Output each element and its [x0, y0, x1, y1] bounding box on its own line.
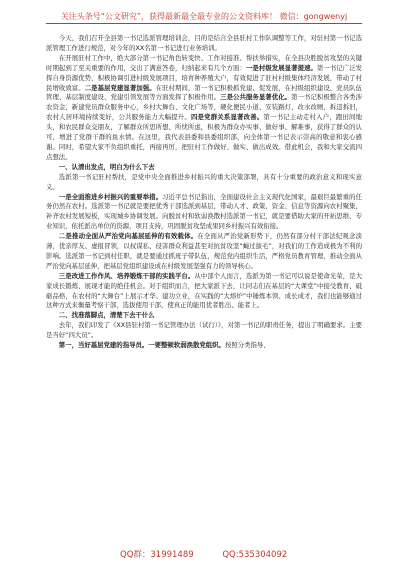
- point-heading: 第一，当好基层党建的指导员。: [58, 341, 149, 350]
- paragraph-section2-intro: 去年，我们印发了《XX县驻村第一书记管理办法（试行）》，对第一书记的职责任务，提出了明确要求。主要是当好“四大员”。: [46, 321, 362, 340]
- point-heading: 三是公共服务显著优化。: [220, 93, 292, 102]
- point-heading: 一是全面推进乡村振兴的重要举措。: [58, 192, 163, 201]
- point-heading: 二是基层党建显著加强。: [84, 83, 156, 92]
- paragraph-achievements: 在开展驻村工作中，绝大部分第一书记角色转变快、工作对接准、帮扶举措实，在全县决胜脱贫攻坚的关键时期起到了至关重要的作用，交出了满意答卷，归纳起来有几个方面：一是村级发展显著提速。第一书记广泛发挥自身资源优势，积极协调引进村级发展项目，培育种养殖大户，有效促进了驻村村级集体经济发展，带动了村民增收致富。二是基层党建显著加强。在驻村期间，第一书记积极抓党建、促发展，在村级组织建设、党员队伍管理、基层制度建设、党建引领发展等方面发挥了积极作用。三是公共服务显著优化。第一书记积极整合各类涉农资金，新建党员群众服务中心，乡村大舞台、文化广场等，硬化便民小道、安装路灯，改水改厕，拆违拆旧，农村人居环境持续变好，公共服务能力大幅提升。四是党群关系显著改善。第一书记主动走村入户，跑田间地头，和农民群众交朋友，了解群众所思所想、所忧所虑，积极为群众办实事、做好事、解难事，获得了群众的认可，增进了党群干群的鱼水情。在这里，我代表县委和县委组织部，向全体第一书记表示崇高的敬意和衷心感谢。同时，希望大家不负组织重托，再接再厉，把驻村工作做好、做实、做出成效。借此机会，我和大家交流四点想法。: [46, 53, 362, 161]
- point-heading: 一是村级发展显著提速。: [245, 63, 317, 72]
- section-heading-2: 二、找准落脚点，清楚下去干什么: [58, 311, 155, 320]
- page-footer: [120, 548, 320, 562]
- point-heading: 一要整顿软弱涣散党组织。: [148, 341, 225, 350]
- page-header-banner: 关注头条号“公文研究”，获得最新最全最专业的公文资料库！ 微信：gongwenyj: [46, 10, 362, 24]
- qq-contact-label: QQ:535304092: [222, 550, 288, 560]
- paragraph-point-1: 一是全面推进乡村振兴的重要举措。习近平总书记指出，全面建设社会主义现代化国家，最艰巨最繁重的任务仍然在农村。选派第一书记就是要把优秀干部选派到基层，带动人才、政策、资金、信息等资源向农村聚集，补齐农村发展短板，实现城乡协调发展。向脱贫村和软弱涣散村选派第一书记，就是要借助大家的开拓思维、专业知识，依托派出单位的资源，项目支持，巩固脱贫攻坚成果同乡村振兴有效衔接。: [46, 192, 362, 231]
- point-heading: 四是党群关系显著改善。: [190, 113, 264, 122]
- paragraph-point-3: 三是改进工作作风、培养锻炼干部的实践平台。从中部个人而言，选派为第一书记可以说是使命光荣，是大家成长锻炼、展现才能的绝佳机会。对于组织而言，把大家派下去，让同志们在基层的“大课堂”中接受教育、砥砺品格，在农村的“大舞台”上展示才华、建功立业，在实践的“大熔炉”中锤炼本领、成长成才，我们也能够通过这种方式来衡量考察干部，选拔使用干部，使真正的能用优者胜出、能者上。: [46, 271, 362, 310]
- section-heading-1: 一、认清出发点，明白为什么下去: [58, 162, 155, 171]
- paragraph-role-1: 第一，当好基层党建的指导员。一要整顿软弱涣散党组织。按照分类指导、: [58, 341, 270, 350]
- paragraph-intro: 今天，我们召开全县第一书记选派管理培训会，目的是结合全县驻村工作队调整等工作，对驻村第一书记选派管理工作进行规范，对今年的XX名第一书记进行业务培训。: [46, 34, 362, 52]
- point-heading: 三是改进工作作风、培养锻炼干部的实践平台。: [58, 271, 195, 280]
- point-heading: 二是推动全面从严治党向基层延伸的有效载体。: [58, 232, 198, 241]
- qq-group-label: QQ群：31991489: [120, 550, 194, 560]
- paragraph-point-2: 二是推动全面从严治党向基层延伸的有效载体。在全面从严治党新形势下，仍然有部分村干部法纪观念淡薄，优亲厚友、虚报冒领，以权谋私、侵害群众利益甚至对抗贫攻坚“蝇过拔毛”，对我们的工作造成极为不利的影响。选派第一书记到村任职，就是要通过抓班子带队伍，规范党内组织生活，严格党员教育管理，推动全面从严治党向基层延伸，把基层党组织建设成在村级发展坚强有力的领导核心。: [46, 232, 362, 270]
- document-body: [46, 34, 362, 542]
- paragraph-section1-intro: 选派第一书记驻村帮扶，是党中央全面推进乡村振兴的重大决策部署，具有十分重要的政治意义和现实意义。: [46, 172, 362, 191]
